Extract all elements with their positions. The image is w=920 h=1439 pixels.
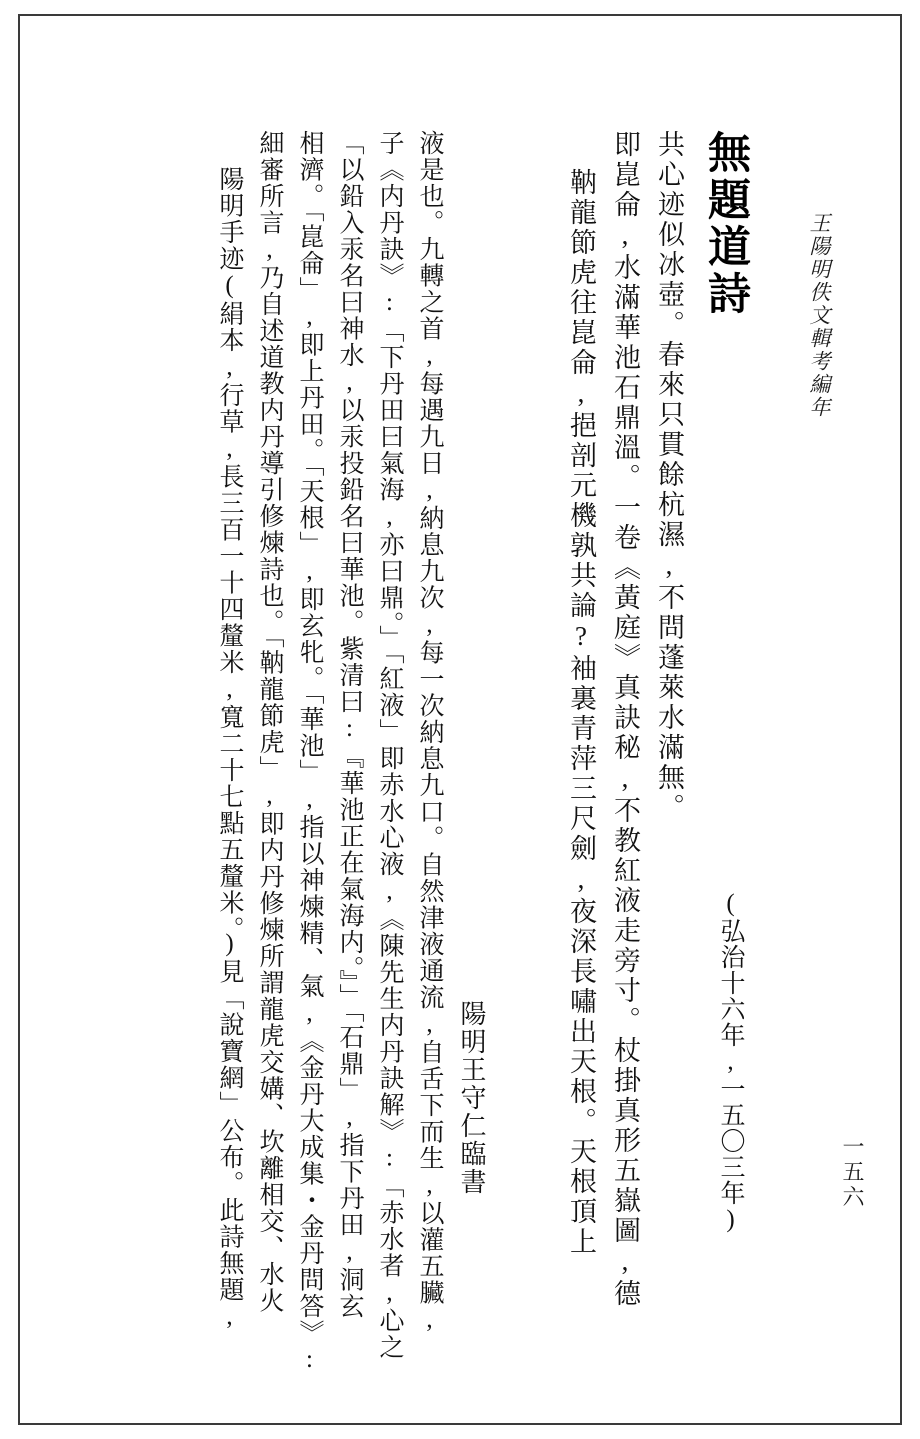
title-date: (弘治十六年,一五〇三年) — [717, 890, 744, 1234]
commentary-line: 細審所言,乃自述道教内丹導引修煉詩也。「靹龍節虎」,即内丹修煉所謂龍虎交媾、坎離相交、水火 — [256, 130, 283, 1314]
commentary-line: 「以鉛入汞名曰神水,以汞投鉛名曰華池。紫清曰:『華池正在氣海内。』」「石鼎」,指下丹田,洞玄 — [336, 130, 363, 1320]
poem-line: 即崑侖,水滿華池石鼎溫。一卷《黃庭》真訣秘,不教紅液走旁寸。杖掛真形五嶽圖,德 — [610, 130, 640, 1309]
poem-line: 共心迹似冰壺。春來只貫餘杭濕,不問蓬萊水滿無。 — [654, 130, 684, 823]
poem-line: 靹龍節虎往崑侖,挹剖元機孰共論?袖裏青萍三尺劍,夜深長嘯出天根。天根頂上 — [566, 168, 596, 1257]
commentary-line: 相濟。「崑侖」,即上丹田。「天根」,即玄牝。「華池」,指以神煉精、氣,《金丹大成集・金丹問答》: — [296, 130, 323, 1375]
page-border — [18, 14, 902, 1425]
commentary-line: 液是也。九轉之首,每遇九日,納息九次,每一次納息九口。自然津液通流,自舌下而生,以灌五臟, — [416, 130, 443, 1335]
running-head: 王陽明佚文輯考編年 — [807, 212, 831, 419]
page-number: 一五六 — [840, 1135, 865, 1210]
page-title: 無題道詩 — [702, 130, 749, 318]
poem-signature: 陽明王守仁臨書 — [457, 1000, 486, 1196]
commentary-line: 陽明手迹(絹本,行草,長三百一十四釐米,寬二十七點五釐米。)見「說寶網」公布。此詩無題, — [216, 166, 243, 1332]
poem-body — [550, 130, 682, 1360]
commentary-line: 子《内丹訣》:「下丹田曰氣海,亦曰鼎。」「紅液」即赤水心液,《陳先生内丹訣解》:「赤水者,心之 — [376, 130, 403, 1361]
commentary-body — [202, 130, 443, 1375]
